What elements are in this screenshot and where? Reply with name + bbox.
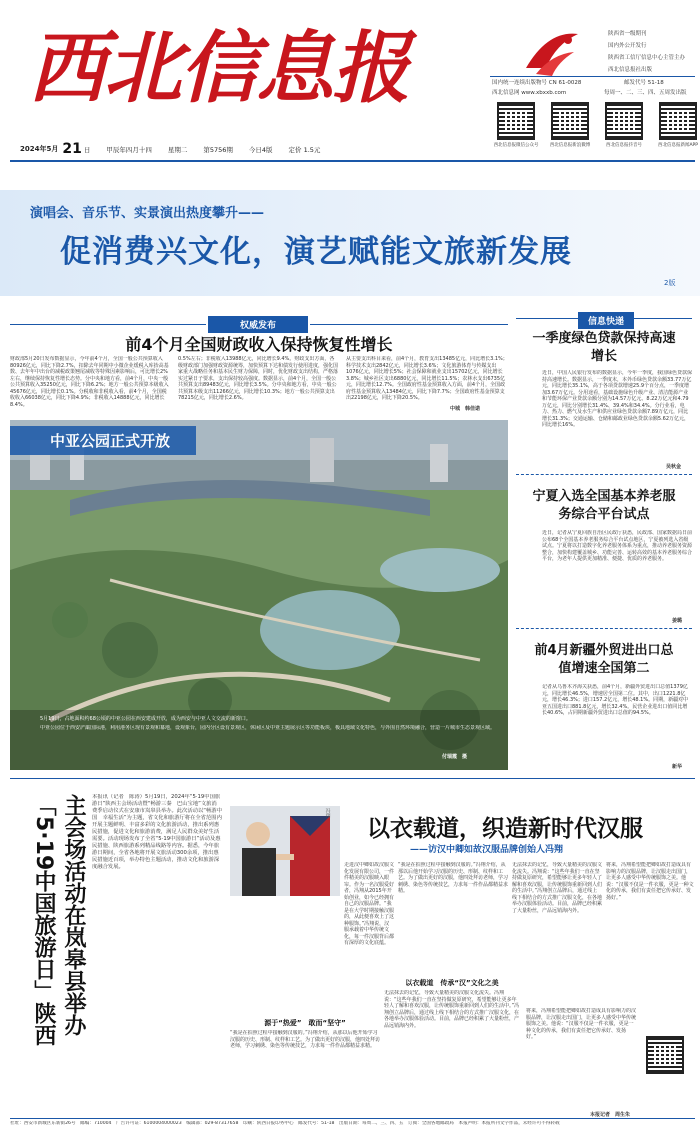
hanfu-body-lower-1: “我是在拍照过程中接触到汉服的。”冯翔介绍，从那以后他开始学习汉服的历史、形制、纹样和工艺。为了做出更好的汉服，他四处拜访老师，学习刺绣、染色等传统技艺，力求每一件作品都精益求精。	[230, 1030, 380, 1049]
fiscal-col-2: 0.5%左右；非税收入13988亿元，同比增长9.4%。财政支出方面，各级财政部门加强财政资源统筹，加快预算下达和债发行使用进度，强化国家重大战略任务和基本民生财力保障，同时，优化财政支出结构，严格落实过紧日子要求，支出保持较高强度。数据显示，前4个月，全国一般公共预算支出89483亿元，同比增长3.5%。分中央和地方看，中央一般公共预算本级支出11266亿元，同比增长10.3%；地方一般公共预算支出78215亿元，同比增长2.6%。	[178, 356, 338, 401]
hanfu-col-4: 将来，冯翔希望能把卿如故打造成具有影响力的汉服品牌，让汉服走出国门，让更多人感受中华传统服饰之美。他说：“汉服不仅是一件衣服，更是一种文化的传承，我们有责任把它传承好、发扬好。”	[606, 862, 694, 901]
tag-2: 国内外公开发行	[608, 43, 647, 49]
logo-icon	[518, 24, 584, 84]
postal-code: 邮发代号 51-18	[624, 80, 664, 86]
hanfu-subhead-2: 以衣载道 传承“汉”文化之美	[405, 979, 499, 987]
hanfu-byline: 本报记者 周生朱	[590, 1112, 631, 1118]
qr-code-wechat[interactable]	[497, 102, 535, 140]
issue-number: 第5756期	[203, 145, 233, 154]
hanfu-title: 以衣载道，织造新时代汉服	[367, 816, 643, 842]
qr-code-article[interactable]	[646, 1036, 684, 1074]
hanfu-article	[230, 792, 695, 1122]
sidebar-title-1: 一季度绿色贷款保持高速增长	[532, 331, 676, 364]
park-caption-1: 5月19日，占地面积约68公顷的中亚公园在西安建成开放，成为西安与中亚人文交流的新窗口。	[40, 716, 251, 722]
park-caption-2: 中亚公园位于西安浐灞国际港，利用港务区现有景观和幕地，设观象台，园内分区设有景观区，休闲区及中亚主题展示区等功能板块，极具地域文化特色，与外围自然环境融合，营造一片城市生态景观区域。	[40, 725, 496, 731]
qr-code-weibo[interactable]	[551, 102, 589, 140]
weekday: 星期二	[167, 145, 188, 154]
banner-kicker: 演唱会、音乐节、实景演出热度攀升——	[30, 206, 265, 221]
hanfu-col-1: 走进汉中卿如故汉服文化发展有限公司，一件件精美的汉服映入眼帘。作为一名汉服爱好者，冯翔从2015年开始创业，如今已经拥有自己的汉服品牌。“我是在大学时期接触汉服的，从此便喜欢上了这种服饰。”冯翔说，汉服承载着中华传统文化，每一件汉服背后都有深厚的文化底蕴。	[344, 862, 394, 946]
qr-code-app[interactable]	[659, 102, 697, 140]
sidebar-byline-3: 新华	[672, 764, 683, 770]
qr-label-weibo: 西北信息报新浪微博	[549, 143, 591, 148]
park-title: 中亚公园正式开放	[10, 426, 196, 455]
sidebar-title-3: 前4月新疆外贸进出口总值增速全国第二	[534, 643, 674, 676]
price: 定价 1.5元	[288, 145, 321, 154]
website: 西北信息网 www.xbxxb.com	[492, 90, 567, 96]
fiscal-title: 前4个月全国财政收入保持恢复性增长	[125, 335, 393, 354]
dateline	[20, 140, 490, 158]
sidebar-title-2: 宁夏入选全国基本养老服务综合平台试点	[532, 489, 676, 522]
date-day-unit: 日	[83, 145, 91, 154]
banner-title: 促消费兴文化，演艺赋能文旅新发展	[60, 234, 572, 270]
footer	[10, 1118, 695, 1128]
hanfu-col-2: “我是在拍照过程中接触到汉服的。”冯翔介绍，从那以后他开始学习汉服的历史、形制、纹样和工艺。为了做出更好的汉服，他四处拜访老师，学习刺绣、染色等传统技艺，力求每一件作品都精益求精。	[398, 862, 508, 894]
fiscal-article	[10, 316, 508, 412]
sidebar-body-2: 近日，记者从宁夏回族自治区民政厅获悉，民政部、国家数据局日前公布68个全国基本养老服务综合平台试点地区，宁夏被列选入省级试点。宁夏将以打造数字化养老服务体系为重点，推动养老服务资源整合，加快构建覆盖城乡、功能完善、运转高效的基本养老服务综合平台，为老年人提供更加精准、便捷、优质的养老服务。	[542, 530, 692, 562]
masthead-tags	[608, 28, 696, 76]
sidebar-body-1: 近日，中国人民银行发布的数据显示，今年一季度，我国绿色贷款保持高速增长。数据显示，一季度末，本外币绿色贷款余额33.77万亿元，同比增长35.1%，高于各项贷款增速25.9个百分点，一季度增加3.67万亿元。分用途看，基础设施绿色升级产业、清洁能源产业和节能环保产业贷款余额分别为14.57万亿元、8.22万亿元和4.79万亿元，同比分别增长31.4%、39.4%和34.4%。分行业看，电力、热力、燃气及水生产和供应业绿色贷款余额7.89万亿元，同比增长31.3%；交通运输、仓储和邮政业绿色贷款余额5.62万亿元，同比增长16%。	[542, 370, 692, 428]
hanfu-subhead-1: 源于“热爱” 敢而“坚守”	[264, 1019, 346, 1027]
sidebar-byline-2: 姜璐	[672, 618, 683, 624]
park-feature	[10, 420, 508, 766]
hanfu-subtitle: ——访汉中卿如故汉服品牌创始人冯翔	[410, 845, 564, 855]
qr-row	[493, 102, 698, 152]
banner-page: 2版	[664, 279, 676, 287]
date-month: 2024年5月	[20, 145, 59, 153]
hanfu-body-lower-2: 无法抹去的记忆，导致大量精美的汉服文化流失。冯翔说：“这些年我们一直在坚持做复原研究，希望能够让更多年轻人了解和喜欢汉服，让传统服饰重新回到人们的生活中。”冯翔创立品牌后，通过线上线下相结合的方式推广汉服文化，在各地举办汉服体验活动。目前，品牌已经积累了大量粉丝，产品远销海内外。	[384, 990, 520, 1029]
fiscal-col-1: 财政部5月20日发布数据显示，今年前4个月，全国一般公共预算收入80926亿元，同比下降2.7%，扣除去年同期中小微企业缓税入库抬高基数、去年年中出台的减税政策翘尾减收等特殊因素影响后，可比增长2%左右，继续保持恢复性增长态势。分中央和地方看，前4个月，中央一般公共预算收入35250亿元，同比下降6.2%；地方一般公共预算本级收入45676亿元，同比增长0.1%。分税收和非税收入看，前4个月，全国税收收入66038亿元，同比下降4.9%；非税收入14888亿元，同比增长8.4%。	[10, 356, 169, 408]
park-byline: 付瑞霞 摄	[442, 754, 468, 760]
qr-label-douyin: 西北信息报抖音号	[606, 143, 642, 148]
news-sidebar	[516, 312, 692, 774]
qr-code-douyin[interactable]	[605, 102, 643, 140]
fiscal-byline: 中城 韩佳诺	[450, 406, 481, 412]
tourism-article	[10, 794, 225, 1116]
lunar-date: 甲辰年四月十四	[106, 145, 152, 154]
sidebar-byline-1: 吴秋金	[666, 464, 682, 470]
divider	[516, 628, 692, 629]
tag-1: 陕西省一级期刊	[608, 31, 647, 37]
page-count: 今日4版	[248, 145, 273, 154]
banner[interactable]	[0, 190, 700, 296]
cn-number: 国内统一连续出版物号 CN 61-0028	[492, 80, 582, 86]
qr-label-app: 西北信息报新闻APP	[657, 143, 698, 148]
fiscal-col-3: 从主要支出科目来看，前4个月，教育支出13485亿元，同比增长3.1%；科学技术支出2842亿元，同比增长3.6%；文化旅游体育与传媒支出1076亿元，同比增长5%；社会保障和就业支出15702亿元，同比增长3.8%；城乡社区支出6880亿元，同比增长11.5%；农林水支出6735亿元，同比增长12.7%。全国政府性基金预算收入方面，前4个月，全国政府性基金预算收入13484亿元，同比下降7.7%；全国政府性基金预算支出22198亿元，同比下降20.5%。	[346, 356, 508, 401]
tourism-title: 主会场活动在岚皋县举办 「5·19中国旅游日」陕西	[31, 794, 86, 1058]
qr-label-wechat: 西北信息报微信公众号	[493, 143, 539, 148]
hanfu-col-3: 无法抹去的记忆，导致大量精美的汉服文化流失。冯翔说：“这些年我们一直在坚持做复原研究，希望能够让更多年轻人了解和喜欢汉服，让传统服饰重新回到人们的生活中。”冯翔创立品牌后，通过线上线下相结合的方式推广汉服文化，在各地举办汉服体验活动。目前，品牌已经积累了大量粉丝，产品远销海内外。	[512, 862, 602, 914]
footer-text: 社址：西安市新城区东新街26号 邮编：710004 广告许可证：6100004000023 编辑部：029-87317658 印刷：陕西日报印务中心 邮发代号：51-18 出版日期：每周二、三、四、五 订阅：全国各地邮政局 本报声明：本报所刊文字作品，未经许可不得转载	[10, 1121, 560, 1126]
masthead	[0, 0, 700, 160]
hanfu-photo-caption: 冯翔	[324, 808, 331, 818]
sidebar-tag: 信息快递	[578, 312, 634, 329]
hanfu-body-lower-3: 将来，冯翔希望能把卿如故打造成具有影响力的汉服品牌，让汉服走出国门，让更多人感受中华传统服饰之美。他说：“汉服不仅是一件衣服，更是一种文化的传承，我们有责任把它传承好、发扬好。”	[526, 1008, 636, 1040]
masthead-title: 西北信息报	[28, 23, 409, 114]
fiscal-tag: 权威发布	[208, 316, 308, 333]
schedule: 每周一、二、三、四、五周发出版	[604, 90, 687, 96]
tag-3: 陕西省工信厅信息中心主管主办	[608, 55, 686, 61]
tag-4: 西北信息报社出版	[608, 67, 653, 73]
tourism-body: 本报讯（记者 陈涛）5月19日，2024年“5·19中国旅游日”陕西主会场活动暨“畅游三秦 巴山宝地”文旅消费季启动仪式在安康市岚皋县举办。此次活动以“畅游中国 幸福生活”为主题，省文化和旅游厅将在全省范围内开展主题鲜明、丰富多彩的文化旅游活动，推出系列惠民措施，促进文化和旅游消费，满足人民群众美好生活需要。活动现场发布了全省“5·19中国旅游日”活动及惠民措施、陕西旅游系列精品线路等内容。据悉，今年旅游日期间，全省各地将开展文旅活动300余项，推出惠民措施近百项，举办特色主题活动，推动文化和旅游深度融合发展。	[92, 794, 222, 870]
sidebar-body-3: 记者从乌鲁木齐海关获悉，前4个月，新疆外贸进出口总值1379亿元，同比增长46.5%，增速居全国第二位。其中，出口1221.8亿元，增长46.3%；进口157.2亿元，增长48.1%。同期，新疆对中亚五国进出口881.8亿元，增长32.4%。民营企业进出口值同比增长40.6%，占同期新疆外贸进出口总值的94.5%。	[542, 684, 689, 716]
divider	[516, 474, 692, 475]
date-day: 21	[62, 141, 82, 157]
